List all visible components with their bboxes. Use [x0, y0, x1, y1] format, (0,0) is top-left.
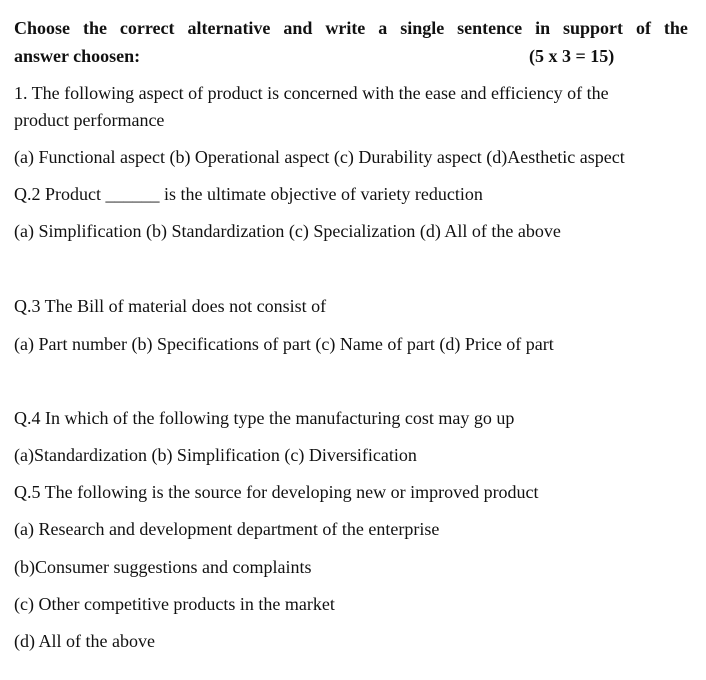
question-5-option-a: (a) Research and development department of the enterprise: [14, 519, 440, 539]
instruction-line-1: [14, 17, 688, 39]
question-5-option-d: (d) All of the above: [14, 631, 155, 651]
instruction-word: single: [400, 18, 445, 38]
instruction-word: and: [283, 18, 313, 38]
instruction-word: a: [378, 18, 388, 38]
marks-label: (5 x 3 = 15): [529, 46, 615, 66]
instruction-word: write: [325, 18, 366, 38]
instruction-word: correct: [119, 18, 175, 38]
instruction-word: the: [82, 18, 107, 38]
instruction-line-2: answer choosen:: [14, 46, 141, 66]
question-5-option-c: (c) Other competitive products in the market: [14, 594, 335, 614]
instruction-word: alternative: [187, 18, 271, 38]
question-2: Q.2 Product ______ is the ultimate objective of variety reduction: [14, 184, 483, 204]
question-1-line-2: product performance: [14, 110, 165, 130]
question-2-options: (a) Simplification (b) Standardization (c) Specialization (d) All of the above: [14, 221, 561, 241]
question-3: Q.3 The Bill of material does not consist of: [14, 296, 327, 316]
question-5-option-b: (b)Consumer suggestions and complaints: [14, 557, 312, 577]
question-3-options: (a) Part number (b) Specifications of part (c) Name of part (d) Price of part: [14, 334, 554, 354]
instruction-word: of: [635, 18, 651, 38]
question-1-line-1: 1. The following aspect of product is concerned with the ease and efficiency of the: [14, 83, 609, 103]
question-1-options: (a) Functional aspect (b) Operational aspect (c) Durability aspect (d)Aesthetic aspect: [14, 147, 625, 167]
question-5: Q.5 The following is the source for developing new or improved product: [14, 482, 539, 502]
instruction-word: Choose: [14, 18, 71, 38]
instruction-word: support: [563, 18, 624, 38]
instruction-word: sentence: [457, 18, 523, 38]
instruction-word: the: [663, 18, 688, 38]
instruction-word: in: [535, 18, 551, 38]
question-4: Q.4 In which of the following type the manufacturing cost may go up: [14, 408, 515, 428]
question-4-options: (a)Standardization (b) Simplification (c) Diversification: [14, 445, 417, 465]
